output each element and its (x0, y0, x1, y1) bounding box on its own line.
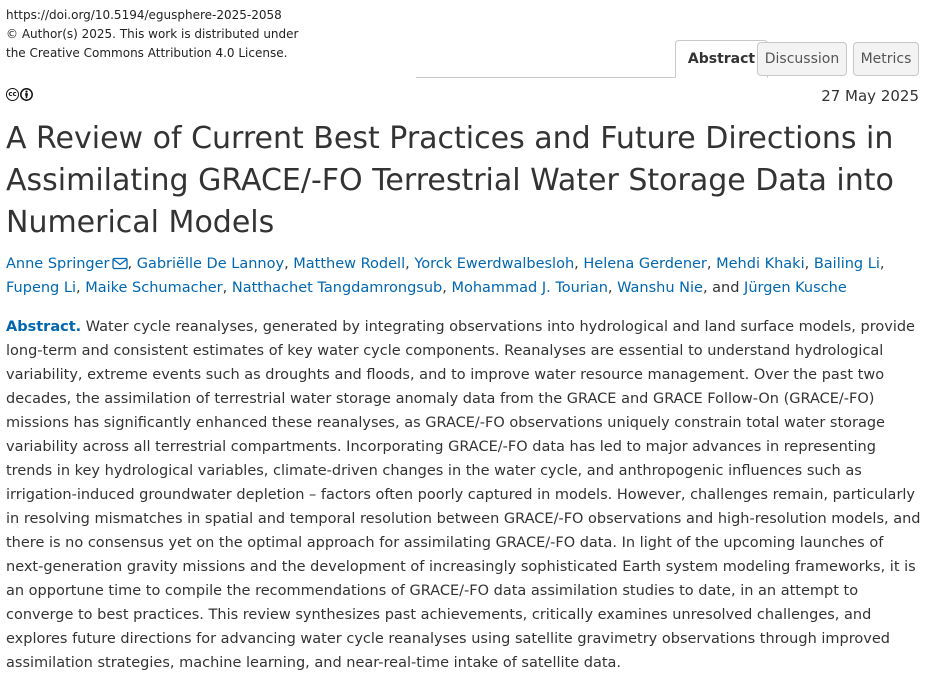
author-separator: , (879, 256, 885, 272)
cc-icon: cc (6, 88, 19, 101)
tab-metrics[interactable]: Metrics (853, 42, 919, 76)
tabs-divider (416, 77, 679, 78)
doi-link[interactable]: https://doi.org/10.5194/egusphere-2025-2058 (6, 8, 282, 22)
author-link[interactable]: Anne Springer (6, 256, 110, 272)
author-link[interactable]: Bailing Li (813, 256, 880, 272)
author-link[interactable]: Mehdi Khaki (716, 256, 805, 272)
author-separator: , (75, 280, 86, 296)
author-separator: , (442, 280, 452, 296)
tab-discussion[interactable]: Discussion (757, 42, 847, 76)
copyright-line-2: the Creative Commons Attribution 4.0 License. (6, 46, 288, 60)
author-link[interactable]: Wanshu Nie (617, 280, 703, 296)
author-link[interactable]: Mohammad J. Tourian (451, 280, 608, 296)
abstract-text: Water cycle reanalyses, generated by integrating observations into hydrological and land surface models, provide long-term and consistent estimates of key water cycle components. Reanalyses are essential to understand hydrological variability, extreme events such as droughts and floods, and to improve water resource management. Over the past two decades, the assimilation of terrestrial water storage anomaly data from the GRACE and GRACE Follow-On (GRACE/-FO) missions has significantly enhanced these reanalyses, as GRACE/-FO observations uniquely constrain total water storage variability across all terrestrial compartments. Incorporating GRACE/-FO data has led to major advances in representing trends in key hydrological variables, climate-driven changes in the water cycle, and anthropogenic influences such as irrigation-induced groundwater depletion – factors often poorly captured in models. However, challenges remain, particularly in resolving mismatches in spatial and temporal resolution between GRACE/-FO observations and high-resolution models, and there is no consensus yet on the optimal approach for assimilating GRACE/-FO data. In light of the upcoming launches of next-generation gravity missions and the development of increasingly sophisticated Earth system modeling frameworks, it is an opportune time to compile the recommendations of GRACE/-FO data assimilation studies to date, in an attempt to converge to best practices. This review synthesizes past achievements, critically examines unresolved challenges, and explores future directions for advancing water cycle reanalyses using satellite gravimetry observations through improved assimilation strategies, machine learning, and near-real-time intake of satellite data. (6, 319, 921, 671)
author-link[interactable]: Gabriëlle De Lannoy (136, 256, 285, 272)
author-separator: , (706, 256, 717, 272)
copyright-line-1: © Author(s) 2025. This work is distributed under (6, 27, 299, 41)
author-link[interactable]: Jürgen Kusche (744, 280, 847, 296)
publication-date: 27 May 2025 (821, 87, 919, 105)
author-link[interactable]: Matthew Rodell (293, 256, 406, 272)
license-icons[interactable] (6, 88, 33, 101)
author-list (6, 252, 921, 300)
author-separator: , and (702, 280, 745, 296)
author-separator: , (222, 280, 232, 296)
author-separator: , (574, 256, 584, 272)
author-link[interactable]: Maike Schumacher (85, 280, 223, 296)
author-separator: , (804, 256, 814, 272)
article-tabs (416, 40, 920, 78)
abstract-label: Abstract. (6, 319, 82, 335)
author-link[interactable]: Yorck Ewerdwalbesloh (414, 256, 575, 272)
article-meta (6, 6, 298, 63)
author-link[interactable]: Fupeng Li (6, 280, 76, 296)
author-separator: , (607, 280, 618, 296)
author-separator: , (127, 256, 137, 272)
attribution-icon (20, 88, 33, 101)
author-link[interactable]: Natthachet Tangdamrongsub (231, 280, 443, 296)
abstract-paragraph (6, 315, 921, 675)
mail-icon[interactable] (112, 257, 128, 270)
author-link[interactable]: Helena Gerdener (583, 256, 707, 272)
page-title: A Review of Current Best Practices and Future Directions in Assimilating GRACE/-FO Terrestrial Water Storage Data into Numerical Models (6, 121, 894, 240)
author-separator: , (284, 256, 294, 272)
tab-abstract[interactable]: Abstract (675, 40, 768, 78)
author-separator: , (405, 256, 415, 272)
